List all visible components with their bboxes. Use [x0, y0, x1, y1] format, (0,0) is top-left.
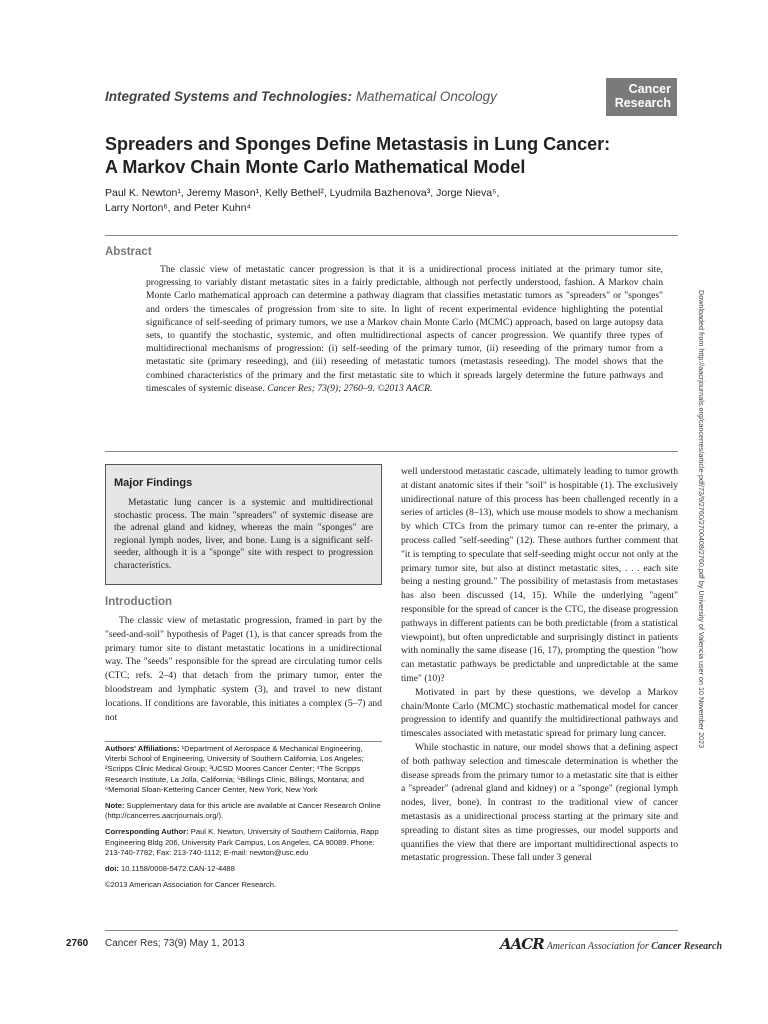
- major-findings-box: [105, 464, 382, 585]
- authors-line-1: Paul K. Newton¹, Jeremy Mason¹, Kelly Bethel², Lyudmila Bazhenova³, Jorge Nieva⁵,: [105, 187, 500, 199]
- left-column-text: [105, 614, 382, 724]
- title-line-1: Spreaders and Sponges Define Metastasis in Lung Cancer:: [105, 134, 611, 154]
- footer-rule: [105, 930, 678, 931]
- authors-line-2: Larry Norton⁶, and Peter Kuhn⁴: [105, 202, 251, 214]
- copyright-note: ©2013 American Association for Cancer Research.: [105, 880, 277, 890]
- section-label: Integrated Systems and Technologies:: [105, 89, 353, 104]
- author-list: [105, 186, 545, 216]
- major-findings-text: Metastatic lung cancer is a systemic and multidirectional stochastic process. The main "spreaders" of systemic disease are the adrenal gland and kidney, whereas the main "sponges" are regional lymph nodes, liver, and bone. Lung is a significant self-seeder, although it is a "sponge" site with respect to progression characteristics.: [114, 497, 373, 571]
- intro-paragraph-2: Motivated in part by these questions, we develop a Markov chain/Monte Carlo (MCMC) stochastic mathematical model for cancer progression to identify and quantify the multidirectional pathways and timescales associated with metastatic spread for primary lung cancer.: [401, 686, 678, 740]
- journal-section-header: [105, 89, 497, 104]
- affiliations-note: Authors' Affiliations: ¹Department of Aerospace & Mechanical Engineering, Viterbi School of Engineering, University of Southern California, Los Angeles; ²Scripps Clinic Medical Group; ³UCSD Moores Cancer Center; ⁴The Scripps Research Institute, La Jolla, California; ⁵Billings Clinic, Billings, Montana; and ⁶Memorial Sloan-Kettering Cancer Center, New York, New York: [105, 744, 364, 794]
- aacr-footer: [500, 935, 722, 953]
- association-bold: Cancer Research: [651, 941, 723, 952]
- intro-paragraph-1: The classic view of metastatic progression, framed in part by the "seed-and-soil" hypothesis of Paget (1), is that cancer spreads from the primary tumor site to distant metastatic locations in a unidirectional way. The "seeds" responsible for the spread are circulating tumor cells (CTC; refs. 2–4) that detach from the primary tumor, enter the bloodstream and lymphatic system (3), and travel to new distant locations. If conditions are favorable, this initiates a complex (5–7) and not: [105, 615, 382, 723]
- title-line-2: A Markov Chain Monte Carlo Mathematical Model: [105, 157, 526, 177]
- brand-line-2: Research: [614, 96, 671, 110]
- intro-paragraph-continued: well understood metastatic cascade, ultimately leading to tumor growth at distant anatomic sites if their "soil" is hospitable (1). The exclusively unidirectional nature of this process has been challenged recently in a series of articles (8–13), which use mouse models to show a mechanism by which CTCs from the primary tumor can re-enter the primary, a process called "self-seeding" (12). These authors further comment that "it is tempting to speculate that self-seeding might occur not only at the primary tumor site, but also at distinct metastatic sites, . . . each site being a nesting ground." The possibility of metastasis from metastases has also been discussed (14, 15). While the underlying "agent" responsible for the spread of cancer is the CTC, the disease progression pathways in different patients can be both predictable (from a statistical viewpoint), but often unpredictable and surprisingly distinct in patients with nominally the same disease (16, 17), prompting the question "how can metastatic pathways be predictable and unpredictable at the same time" (10)?: [401, 466, 678, 684]
- abstract-text: The classic view of metastatic cancer progression is that it is a unidirectional process initiated at the primary tumor site, progressing to variably distant metastatic sites in a fairly predictable, although not perfectly understood, fashion. A Markov chain Monte Carlo mathematical approach can determine a pathway diagram that classifies metastatic tumors as "spreaders" or "sponges" and orders the timescales of progression from site to site. In light of recent experimental evidence highlighting the potential significance of self-seeding of primary tumors, we use a Markov chain Monte Carlo (MCMC) approach, based on large autopsy data sets, to quantify the stochastic, systemic, and often multidirectional aspects of cancer progression. We quantify three types of multidirectional mechanisms of progression: (i) self-seeding of the primary tumor, (ii) reseeding of the primary tumor from a metastatic site (primary reseeding), and (iii) reseeding of metastatic tumors (metastasis reseeding). The model shows that the combined characteristics of the primary and the first metastatic site to which it spreads largely determine the future pathways and timescales of systemic disease.: [146, 264, 663, 394]
- major-findings-heading: Major Findings: [114, 477, 193, 489]
- footer-citation: Cancer Res; 73(9) May 1, 2013: [105, 938, 245, 949]
- download-watermark: Downloaded from http://aacrjournals.org/cancerres/article-pdf/73/9/2760/2700408/2760.pdf by University of Valencia user on 10 November 2023: [697, 290, 706, 749]
- journal-brand-badge: [606, 78, 677, 116]
- corresponding-author-note: Corresponding Author: Paul K. Newton, University of Southern California, Rapp Engineering Bldg 206, University Park Campus, Los Angeles, CA 90089. Phone: 213-740-7782; Fax: 213-740-1112; E-mail: newton@usc.edu: [105, 827, 379, 857]
- association-prefix: American Association for: [546, 941, 652, 952]
- footnotes: [105, 744, 382, 896]
- right-column-text: [401, 465, 678, 865]
- abstract-bottom-rule: [105, 451, 678, 452]
- abstract-heading: Abstract: [105, 246, 152, 258]
- introduction-heading: Introduction: [105, 596, 173, 608]
- aacr-logo-icon: AACR: [500, 935, 544, 953]
- abstract-citation: Cancer Res; 73(9); 2760–9. ©2013 AACR.: [267, 382, 433, 394]
- supplementary-note: Note: Supplementary data for this article are available at Cancer Research Online (http://cancerres.aacrjournals.org/).: [105, 801, 381, 821]
- doi-note: doi: 10.1158/0008-5472.CAN-12-4488: [105, 864, 235, 874]
- abstract-top-rule: [105, 235, 678, 236]
- intro-paragraph-3: While stochastic in nature, our model shows that a defining aspect of both pathway selection and timescale determination is whether the disease spreads from the primary tumor to a metastatic site that is either a "spreader" (adrenal gland and kidney) or a "sponge" (regional lymph nodes, liver, bone). In contrast to the traditional view of cancer metastasis as a unidirectional process starting at the primary site and spreading to distant sites as time progresses, our model supports and quantifies the view that there are important multidirectional aspects to metastatic progression. These fall under 3 general: [401, 741, 678, 864]
- page-number: 2760: [66, 938, 89, 949]
- section-subject: Mathematical Oncology: [352, 89, 497, 104]
- article-title: [105, 133, 625, 179]
- abstract-body: [146, 263, 663, 395]
- brand-line-1: Cancer: [628, 82, 671, 96]
- footnote-rule: [105, 741, 382, 742]
